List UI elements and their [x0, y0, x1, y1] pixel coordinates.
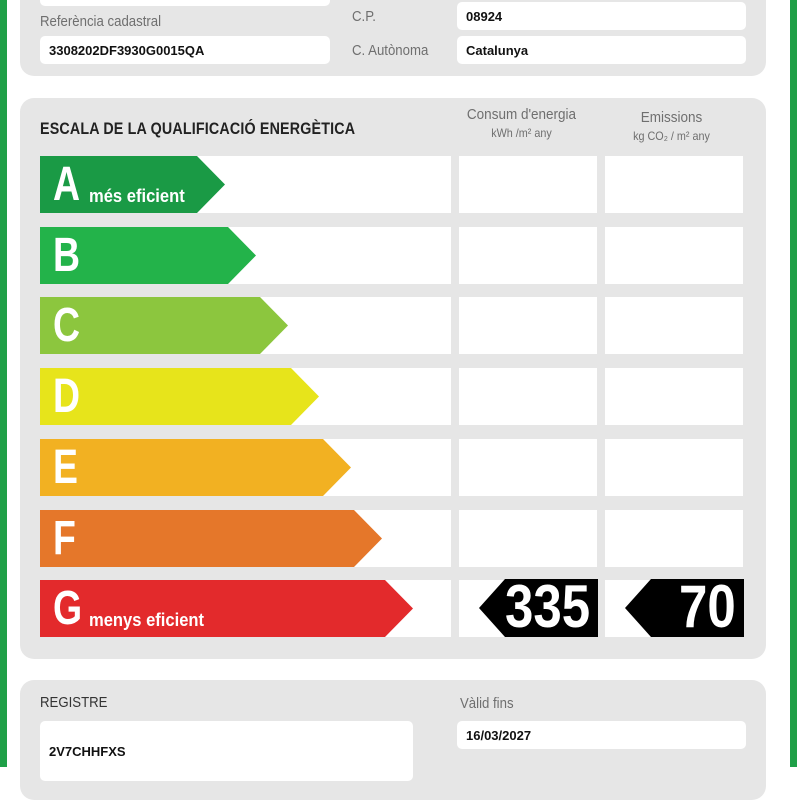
emissions-header	[601, 109, 742, 143]
cp-label: C.P.	[352, 8, 376, 25]
emissions-header-label: Emissions	[640, 109, 703, 126]
arrow-shape-e	[40, 439, 351, 496]
valid-until-field: 16/03/2027	[457, 721, 746, 749]
emissions-cell-d	[605, 368, 743, 425]
emissions-cell-c	[605, 297, 743, 354]
emissions-cell-b	[605, 227, 743, 284]
consumption-header-label: Consum d'energia	[466, 106, 577, 123]
energy-class-letter: A	[53, 158, 81, 211]
cp-field: 08924	[457, 2, 746, 30]
consumption-cell-a	[459, 156, 597, 213]
emissions-cell-a	[605, 156, 743, 213]
energy-class-letter: C	[53, 299, 81, 352]
page-border-left	[0, 0, 7, 767]
consumption-cell-e	[459, 439, 597, 496]
emissions-rating-badge	[625, 573, 744, 640]
energy-class-note: més eficient	[89, 186, 185, 206]
energy-class-note: menys eficient	[89, 610, 205, 630]
region-field: Catalunya	[457, 36, 746, 64]
consumption-cell-f	[459, 510, 597, 567]
registry-field	[40, 721, 413, 781]
valid-until-label: Vàlid fins	[460, 695, 514, 712]
registry-value: 2V7CHHFXS	[49, 744, 126, 759]
arrow-shape-d	[40, 368, 319, 425]
emissions-unit: kg CO₂ / m² any	[633, 129, 710, 143]
page-border-right	[790, 0, 797, 767]
consumption-unit: kWh /m² any	[491, 126, 552, 140]
energy-class-letter: F	[53, 512, 76, 565]
registry-label: REGISTRE	[40, 694, 108, 711]
energy-class-letter: E	[53, 441, 78, 494]
consumption-header	[451, 106, 592, 140]
consumption-cell-b	[459, 227, 597, 284]
top-blank-field	[40, 0, 330, 6]
arrow-shape-f	[40, 510, 382, 567]
cadastral-field: 3308202DF3930G0015QA	[40, 36, 330, 64]
energy-class-letter: D	[53, 370, 81, 423]
emissions-cell-f	[605, 510, 743, 567]
emissions-rating-value: 70	[679, 573, 736, 640]
energy-class-letter: B	[53, 229, 81, 282]
cadastral-label: Referència cadastral	[40, 13, 162, 30]
consumption-rating-badge	[479, 573, 598, 640]
scale-title: ESCALA DE LA QUALIFICACIÓ ENERGÈTICA	[40, 119, 356, 138]
region-label: C. Autònoma	[352, 42, 429, 59]
consumption-cell-c	[459, 297, 597, 354]
emissions-cell-e	[605, 439, 743, 496]
consumption-rating-value: 335	[504, 573, 590, 640]
consumption-cell-d	[459, 368, 597, 425]
energy-class-letter: G	[53, 582, 83, 635]
